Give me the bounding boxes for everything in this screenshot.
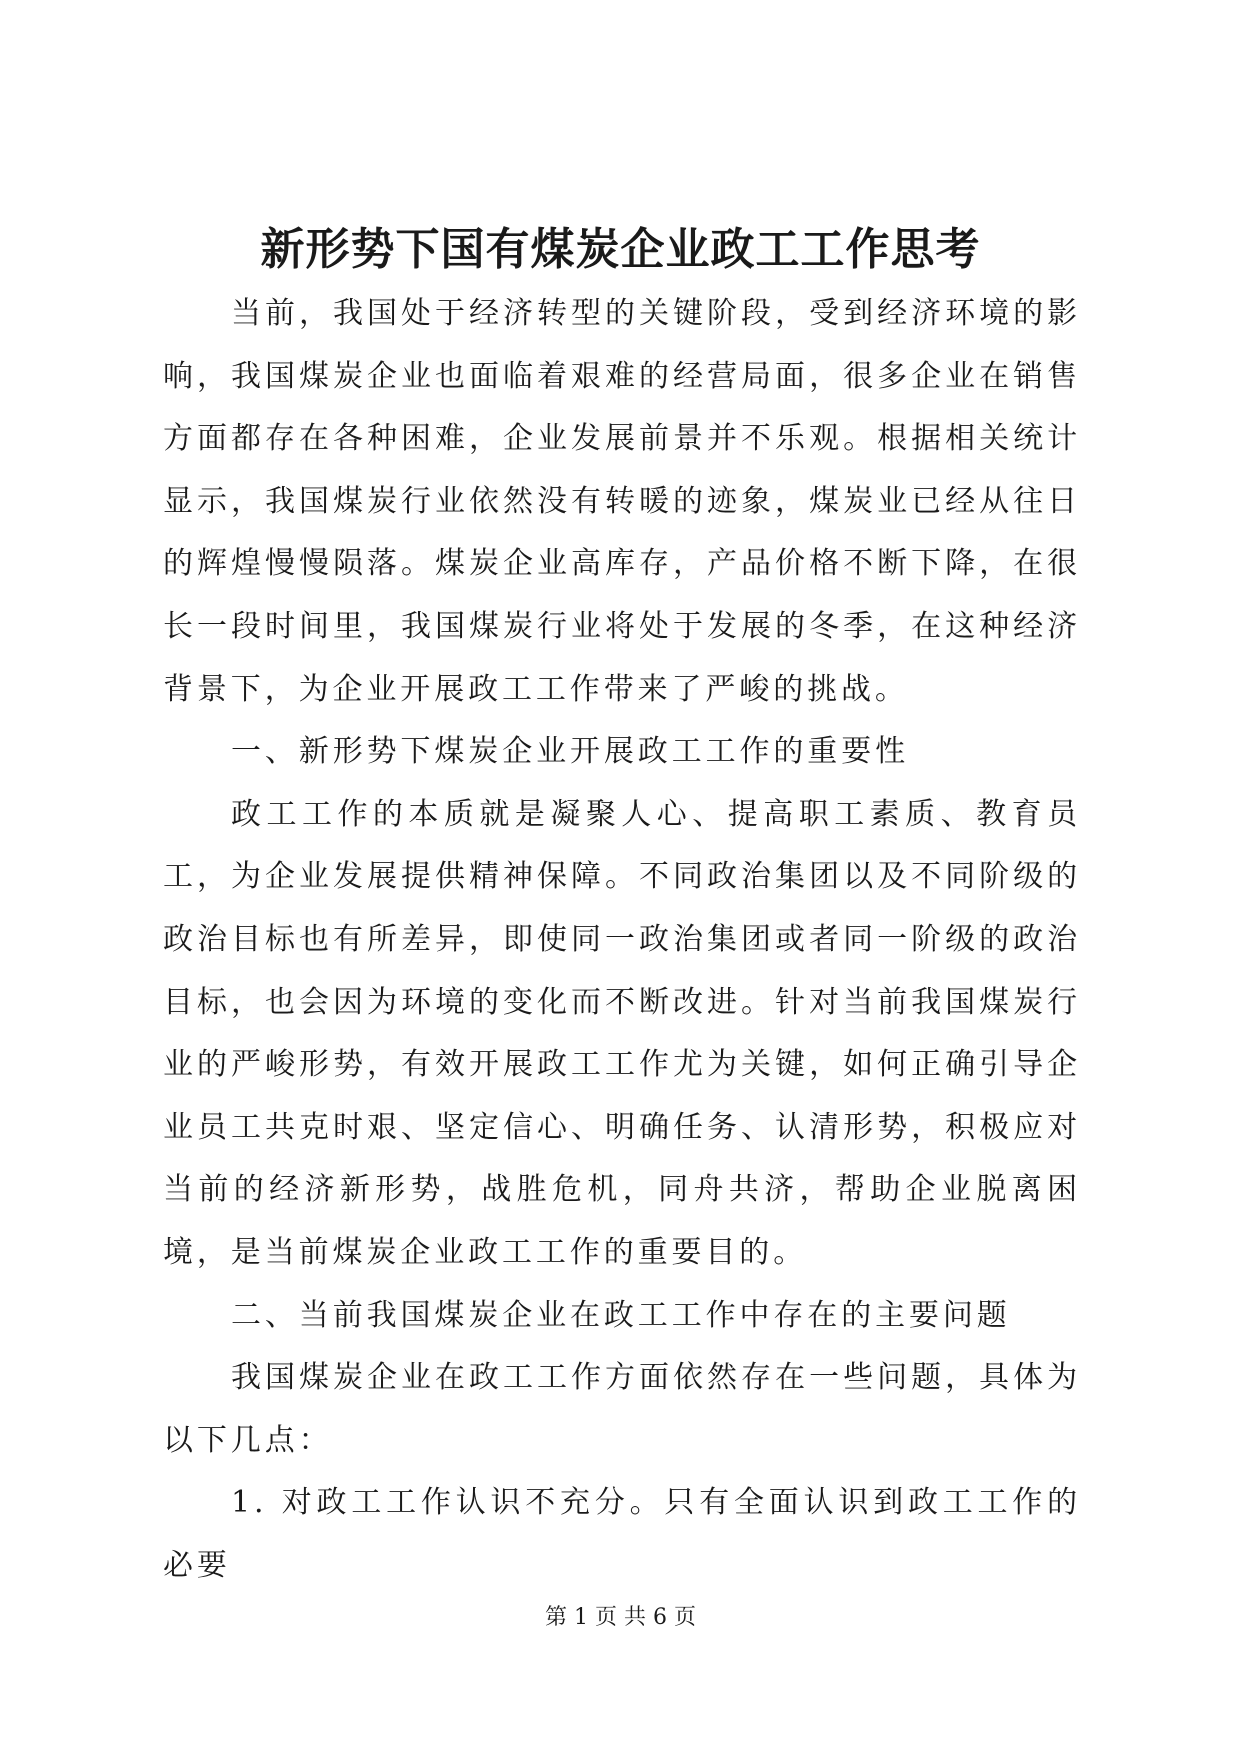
paragraph-intro: 当前，我国处于经济转型的关键阶段，受到经济环境的影响，我国煤炭企业也面临着艰难的经营局面，很多企业在销售方面都存在各种困难，企业发展前景并不乐观。根据相关统计显示，我国煤炭行业依然没有转暖的迹象，煤炭业已经从往日的辉煌慢慢陨落。煤炭企业高库存，产品价格不断下降，在很长一段时间里，我国煤炭行业将处于发展的冬季，在这种经济背景下，为企业开展政工工作带来了严峻的挑战。 — [163, 296, 1081, 707]
document-body — [163, 283, 1081, 1597]
section-heading-importance: 一、新形势下煤炭企业开展政工工作的重要性 — [231, 734, 909, 770]
page-footer: 第 1 页 共 6 页 — [545, 1605, 696, 1630]
paragraph-importance: 政工工作的本质就是凝聚人心、提高职工素质、教育员工，为企业发展提供精神保障。不同政治集团以及不同阶级的政治目标也有所差异，即使同一政治集团或者同一阶级的政治目标，也会因为环境的变化而不断改进。针对当前我国煤炭行业的严峻形势，有效开展政工工作尤为关键，如何正确引导企业员工共克时艰、坚定信心、明确任务、认清形势，积极应对当前的经济新形势，战胜危机，同舟共济，帮助企业脱离困境，是当前煤炭企业政工工作的重要目的。 — [163, 796, 1081, 1270]
paragraph-problems-intro: 我国煤炭企业在政工工作方面依然存在一些问题，具体为以下几点： — [163, 1360, 1081, 1458]
document-title: 新形势下国有煤炭企业政工工作思考 — [260, 224, 981, 275]
section-heading-problems: 二、当前我国煤炭企业在政工工作中存在的主要问题 — [231, 1297, 1011, 1333]
paragraph-problem-1: 1. 对政工工作认识不充分。只有全面认识到政工工作的必要 — [163, 1485, 1081, 1583]
